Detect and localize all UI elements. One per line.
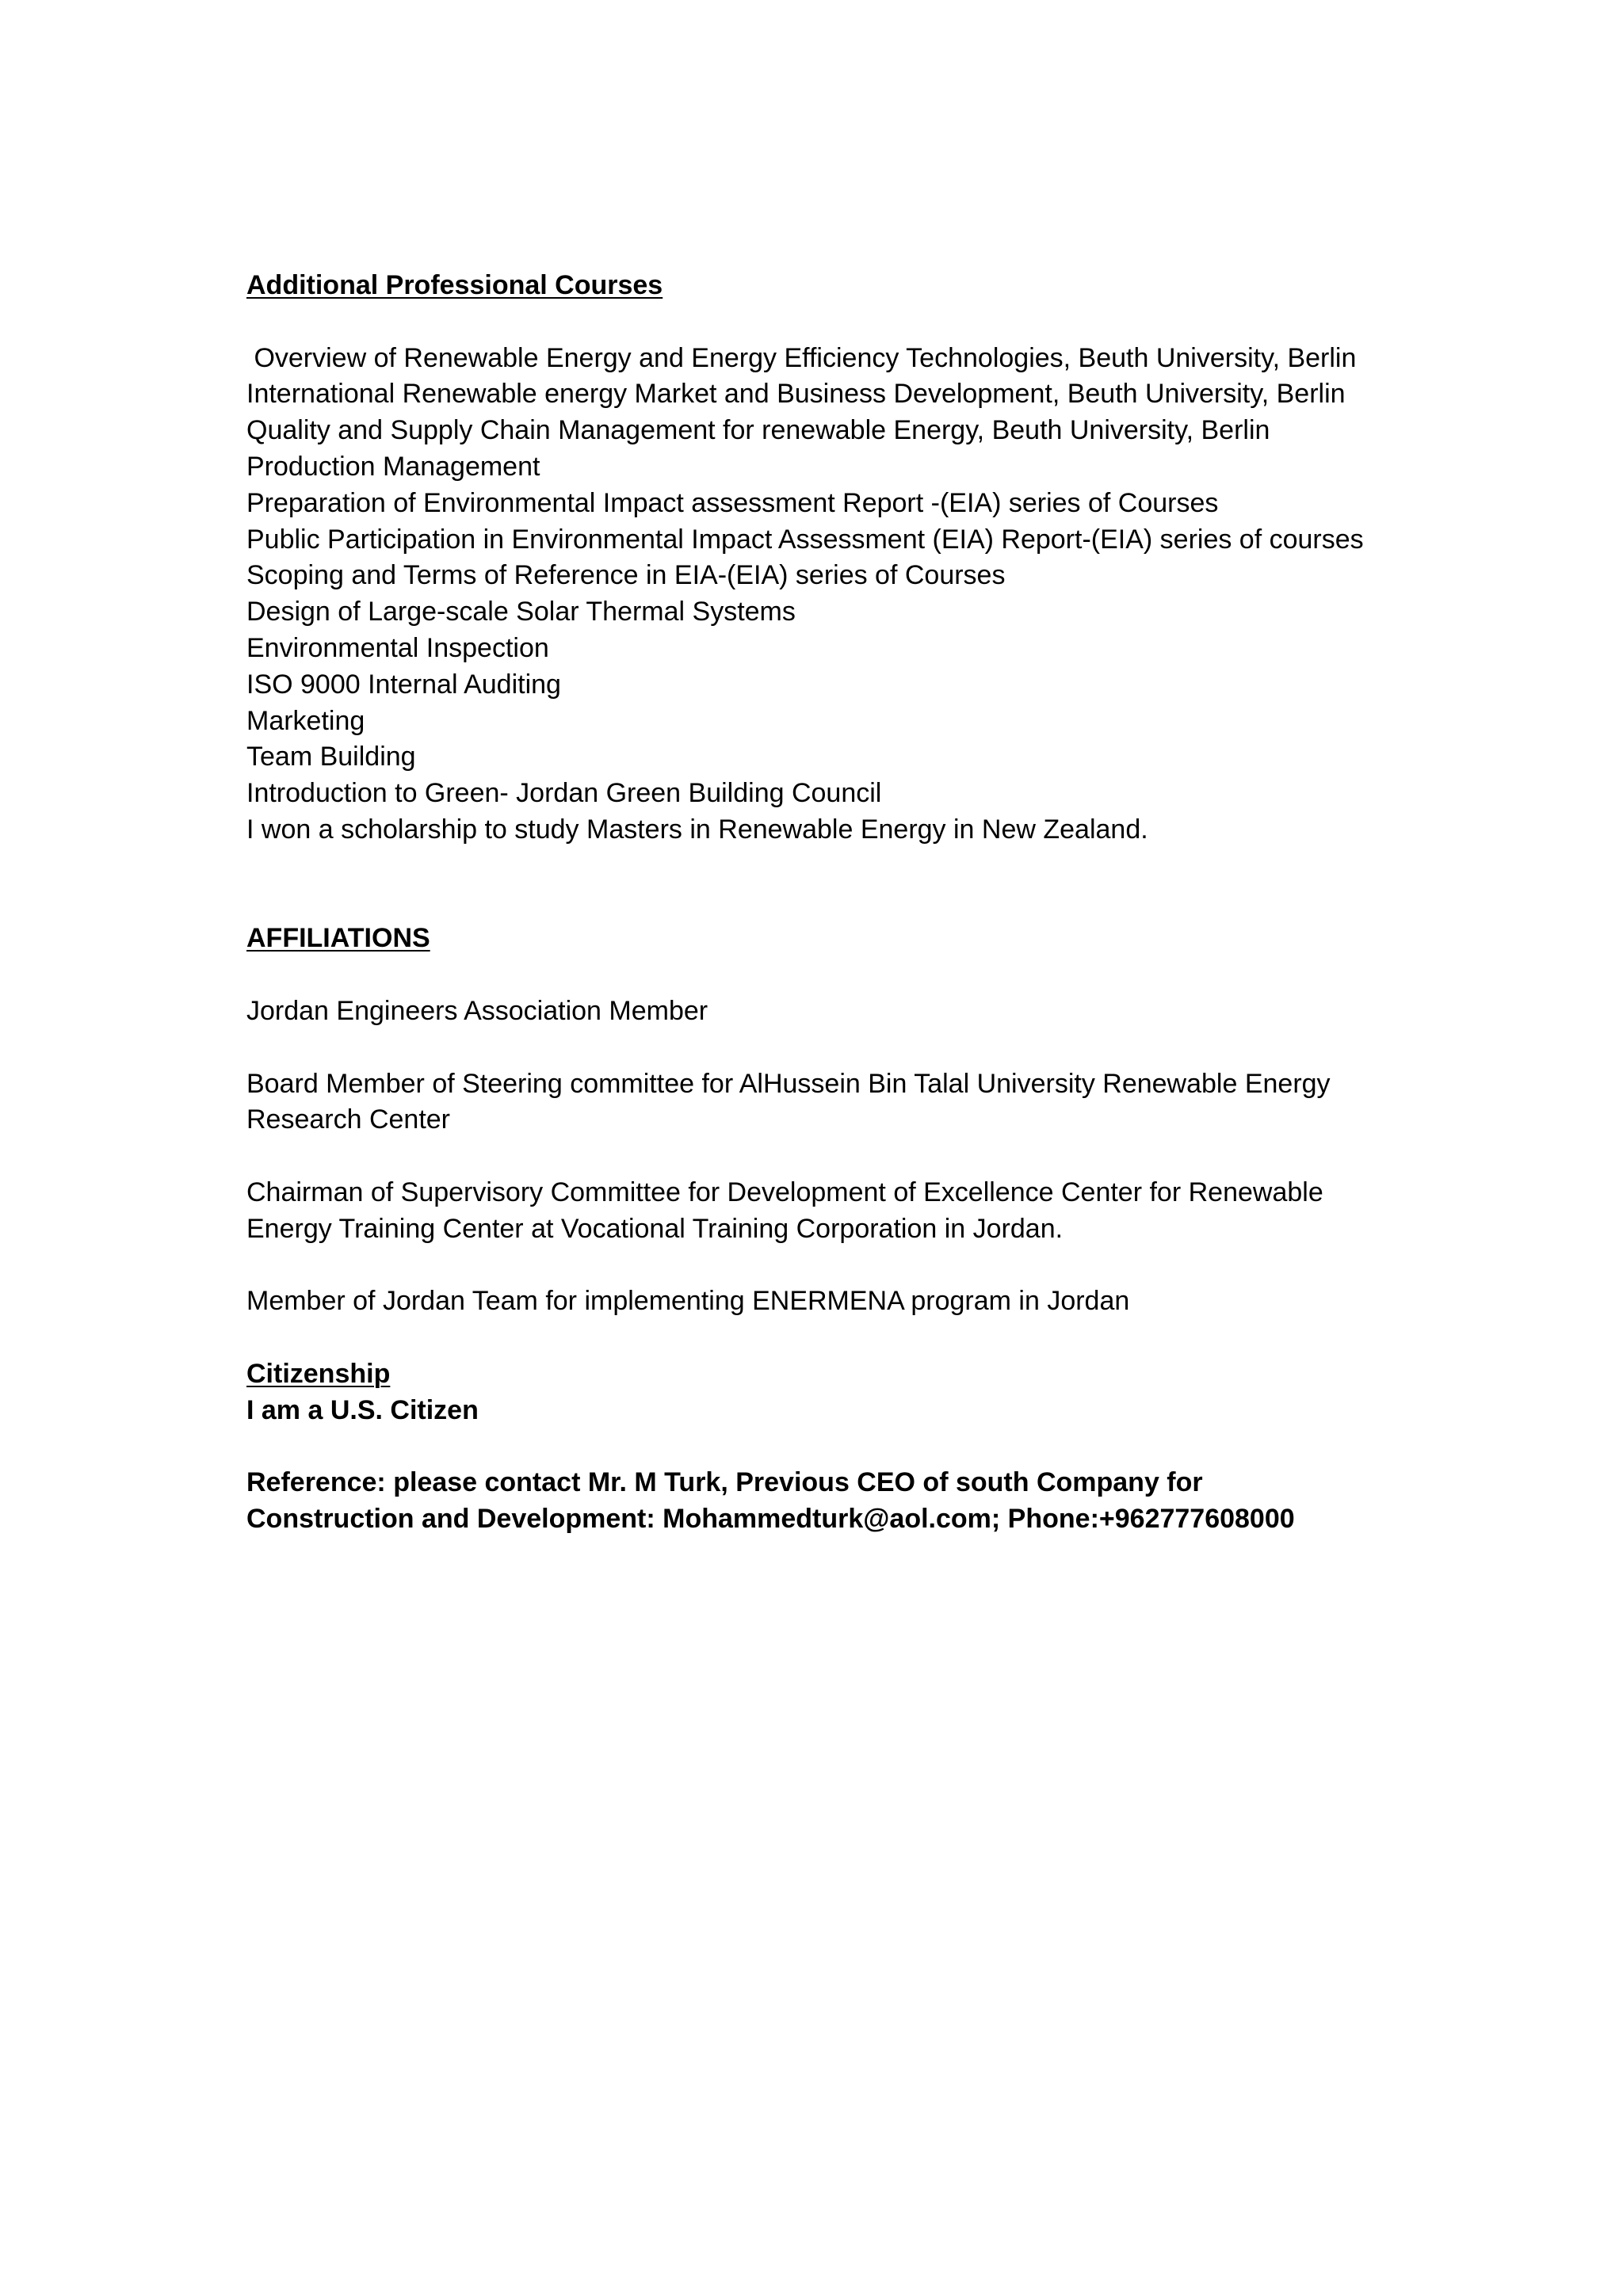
document-body	[246, 268, 1403, 1538]
reference-line: Reference: please contact Mr. M Turk, Previous CEO of south Company for	[246, 1467, 1203, 1498]
course-item: Environmental Inspection	[246, 632, 549, 663]
course-item: Scoping and Terms of Reference in EIA-(EIA) series of Courses	[246, 560, 1006, 591]
course-item: Marketing	[246, 705, 365, 736]
course-item: Team Building	[246, 742, 416, 772]
reference-line: Construction and Development: Mohammedturk@aol.com; Phone:+962777608000	[246, 1504, 1295, 1535]
spacer	[246, 1030, 1403, 1066]
course-item: ISO 9000 Internal Auditing	[246, 669, 561, 700]
spacer	[246, 849, 1403, 921]
citizenship-statement: I am a U.S. Citizen	[246, 1394, 479, 1425]
course-item: Overview of Renewable Energy and Energy Efficiency Technologies, Beuth University, Berlin	[246, 342, 1357, 373]
course-item: Production Management	[246, 451, 540, 482]
spacer	[246, 304, 1403, 341]
course-item: Design of Large-scale Solar Thermal Systems	[246, 597, 796, 627]
spacer	[246, 1429, 1403, 1466]
citizenship-heading: Citizenship	[246, 1358, 391, 1389]
spacer	[246, 1320, 1403, 1356]
affiliations-heading: AFFILIATIONS	[246, 923, 430, 954]
course-item: Introduction to Green- Jordan Green Building Council	[246, 778, 882, 809]
courses-heading: Additional Professional Courses	[246, 270, 663, 300]
affiliation-item: Chairman of Supervisory Committee for Development of Excellence Center for Renewable Energy Training Center at Vocational Training Corporation in Jordan.	[246, 1177, 1323, 1244]
affiliation-item: Member of Jordan Team for implementing ENERMENA program in Jordan	[246, 1286, 1130, 1317]
course-item: I won a scholarship to study Masters in Renewable Energy in New Zealand.	[246, 814, 1148, 845]
course-item: International Renewable energy Market and Business Development, Beuth University, Berlin	[246, 379, 1346, 410]
course-item: Preparation of Environmental Impact assessment Report -(EIA) series of Courses	[246, 487, 1219, 518]
affiliation-item: Jordan Engineers Association Member	[246, 995, 708, 1026]
affiliation-item: Board Member of Steering committee for AlHussein Bin Talal University Renewable Energy Research Center	[246, 1068, 1331, 1135]
spacer	[246, 957, 1403, 994]
course-item: Public Participation in Environmental Impact Assessment (EIA) Report-(EIA) series of courses	[246, 524, 1364, 555]
spacer	[246, 1138, 1403, 1175]
spacer	[246, 1248, 1403, 1284]
course-item: Quality and Supply Chain Management for renewable Energy, Beuth University, Berlin	[246, 415, 1270, 446]
